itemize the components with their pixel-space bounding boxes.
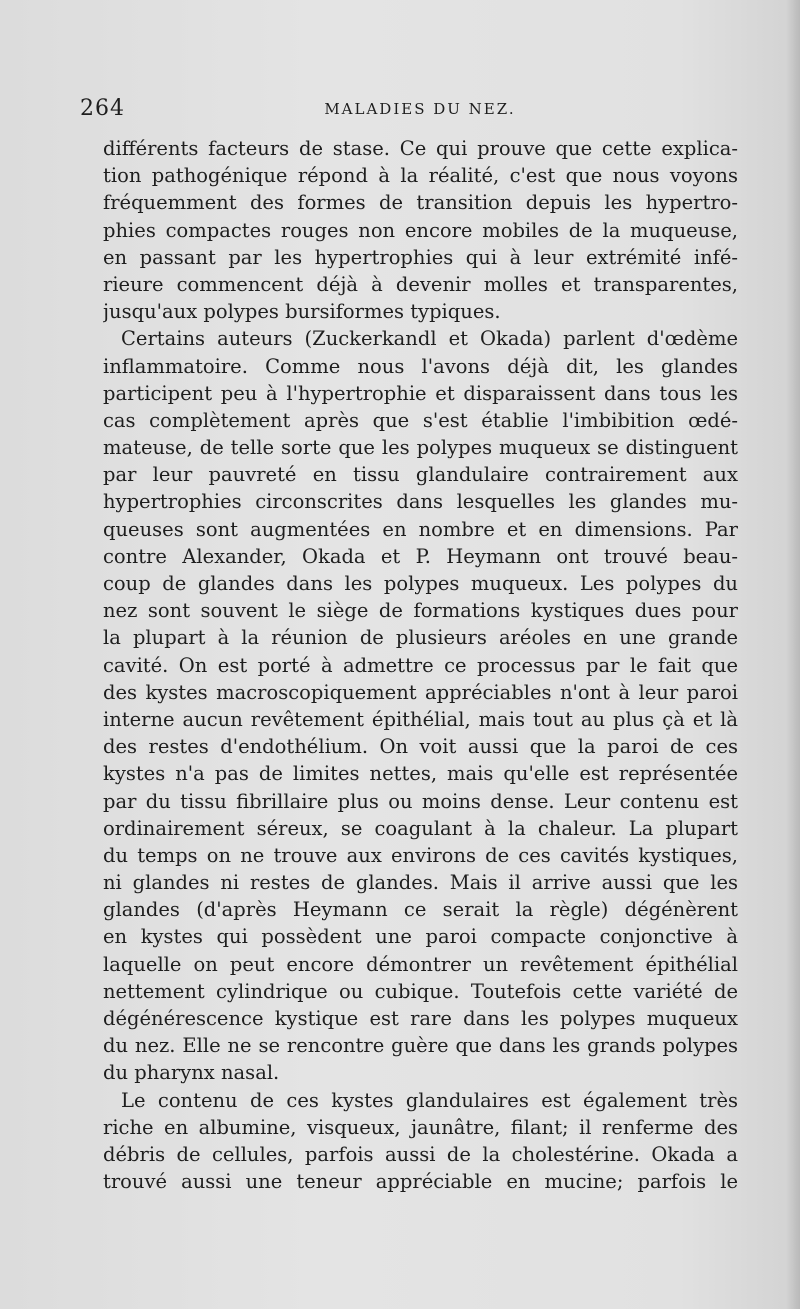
text-line: phies compactes rouges non encore mobiles de la muqueuse, [103, 218, 738, 242]
text-line: mateuse, de telle sorte que les polypes muqueux se distinguent [103, 436, 738, 460]
text-line: hypertrophies circonscrites dans lesquelles les glandes mu- [103, 490, 738, 514]
page-spine-shadow [786, 0, 800, 1309]
text-line: trouvé aussi une teneur appréciable en mucine; parfois le [103, 1170, 738, 1194]
text-line: du temps on ne trouve aux environs de ces cavités kystiques, [103, 843, 738, 867]
page-header [80, 96, 740, 126]
page-number: 264 [80, 96, 125, 121]
text-line: des restes d'endothélium. On voit aussi que la paroi de ces [103, 735, 738, 759]
text-line: dégénérescence kystique est rare dans les polypes muqueux [103, 1007, 738, 1030]
text-line: ordinairement séreux, se coagulant à la chaleur. La plupart [103, 816, 738, 840]
text-line: tion pathogénique répond à la réalité, c'est que nous voyons [103, 164, 738, 188]
text-line: laquelle on peut encore démontrer un revêtement épithélial [103, 952, 738, 976]
text-line: en passant par les hypertrophies qui à leur extrémité infé- [103, 245, 738, 269]
text-line: jusqu'aux polypes bursiformes typiques. [103, 300, 501, 324]
text-line: des kystes macroscopiquement appréciables n'ont à leur paroi [103, 680, 738, 704]
text-line: queuses sont augmentées en nombre et en dimensions. Par [103, 517, 738, 541]
text-line: nez sont souvent le siège de formations kystiques dues pour [103, 599, 738, 623]
text-line: par du tissu fibrillaire plus ou moins dense. Leur contenu est [103, 789, 738, 813]
text-line: glandes (d'après Heymann ce serait la règle) dégénèrent [103, 898, 738, 922]
text-line: contre Alexander, Okada et P. Heymann ont trouvé beau- [103, 544, 738, 568]
text-line: kystes n'a pas de limites nettes, mais qu'elle est représentée [103, 762, 738, 786]
body-text [103, 135, 738, 1195]
text-line: rieure commencent déjà à devenir molles et transparentes, [103, 272, 738, 296]
text-line: participent peu à l'hypertrophie et disparaissent dans tous les [103, 381, 738, 405]
text-line: différents facteurs de stase. Ce qui prouve que cette explica- [103, 137, 738, 160]
text-line: débris de cellules, parfois aussi de la cholestérine. Okada a [103, 1142, 738, 1166]
running-head: MALADIES DU NEZ. [324, 100, 516, 118]
paragraph-start-line: Certains auteurs (Zuckerkandl et Okada) parlent d'œdème [121, 327, 738, 351]
text-line: du pharynx nasal. [103, 1061, 280, 1085]
paragraph-start-line: Le contenu de ces kystes glandulaires est également très [121, 1088, 738, 1112]
text-line: du nez. Elle ne se rencontre guère que dans les grands polypes [103, 1034, 738, 1058]
text-line: par leur pauvreté en tissu glandulaire contrairement aux [103, 463, 738, 487]
text-line: en kystes qui possèdent une paroi compacte conjonctive à [103, 925, 738, 949]
text-line: nettement cylindrique ou cubique. Toutefois cette variété de [103, 979, 738, 1003]
text-line: la plupart à la réunion de plusieurs aréoles en une grande [103, 626, 738, 650]
text-line: cas complètement après que s'est établie l'imbibition œdé- [103, 408, 738, 432]
text-line: fréquemment des formes de transition depuis les hypertro- [103, 191, 738, 215]
text-line: ni glandes ni restes de glandes. Mais il arrive aussi que les [103, 871, 738, 895]
text-line: interne aucun revêtement épithélial, mais tout au plus çà et là [103, 707, 738, 731]
text-line: coup de glandes dans les polypes muqueux. Les polypes du [103, 572, 738, 595]
text-line: inflammatoire. Comme nous l'avons déjà dit, les glandes [103, 354, 738, 378]
text-line: cavité. On est porté à admettre ce processus par le fait que [103, 653, 738, 677]
text-line: riche en albumine, visqueux, jaunâtre, filant; il renferme des [103, 1115, 738, 1139]
